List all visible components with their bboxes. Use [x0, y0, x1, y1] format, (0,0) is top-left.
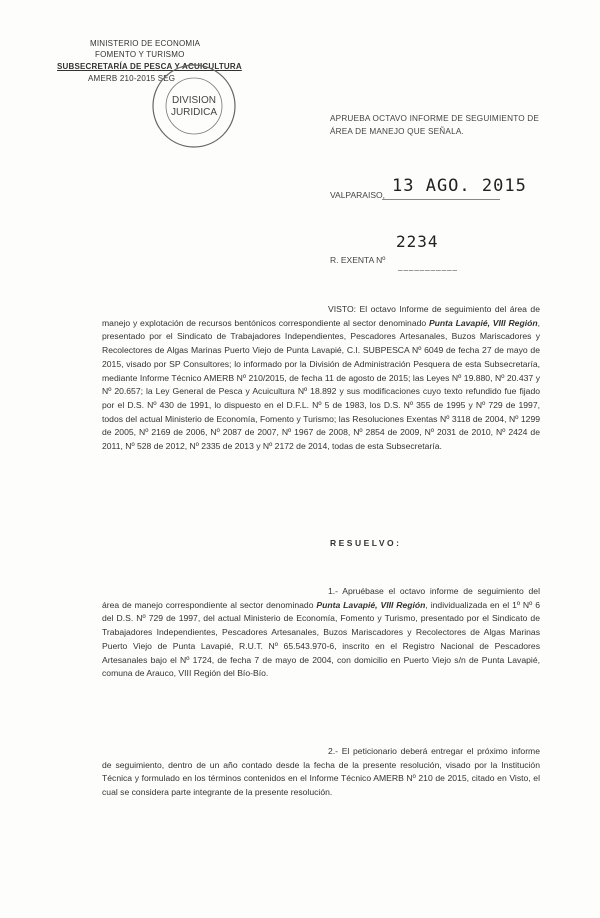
visto-rest: , presentado por el Sindicato de Trabajadores Independientes, Pescadores Artesanales, Buzos Mariscadores y Recolectores de Algas Marinas Puerto Viejo de Punta Lavapié, C.I. SUBPESCA Nº 6049 de fecha 27 de mayo de 2015, visado por SP Consultores; lo informado por la División de Administración Pesquera de esta Subsecretaría, mediante Informe Técnico AMERB Nº 210/2015, de fecha 11 de agosto de 2015; las Leyes Nº 19.880, Nº 20.437 y Nº 20.657; la Ley General de Pesca y Acuicultura Nº 18.892 y sus modificaciones cuyo texto refundido fue fijado por el D.S. Nº 430 de 1991, lo dispuesto en el D.F.L. Nº 5 de 1983, los D.S. Nº 355 de 1995 y Nº 729 de 1997, todos del actual Ministerio de Economía, Fomento y Turismo; las Resoluciones Exentas Nº 3118 de 2004, Nº 1299 de 2005, Nº 2169 de 2006, Nº 2087 de 2007, Nº 1967 de 2008, Nº 2854 de 2009, Nº 2031 de 2010, Nº 2424 de 2011, Nº 528 de 2012, Nº 2335 de 2013 y Nº 2172 de 2014, todas de esta Subsecretaría.	[102, 317, 540, 452]
subsecretaria-line: SUBSECRETARÍA DE PESCA Y ACUICULTURA	[57, 62, 242, 71]
stamp-text-line1: DIVISION	[172, 95, 216, 106]
item1-sector: Punta Lavapié, VIII Región	[316, 599, 426, 610]
ministry-line: MINISTERIO DE ECONOMIA	[90, 39, 201, 48]
visto-paragraph	[102, 303, 540, 454]
resolution-number-line: ___________	[398, 262, 458, 271]
division-juridica-stamp	[150, 62, 238, 150]
stamp-text-line2: JURIDICA	[170, 107, 218, 118]
ministry-subline: FOMENTO Y TURISMO	[95, 50, 185, 59]
resolution-item-1	[102, 585, 540, 681]
reference-code: AMERB 210-2015 SEG	[88, 74, 176, 83]
resuelvo-heading: RESUELVO:	[330, 538, 402, 548]
resolution-subject: APRUEBA OCTAVO INFORME DE SEGUIMIENTO DE ÁREA DE MANEJO QUE SEÑALA.	[330, 114, 540, 136]
resolution-number: 2234	[396, 232, 439, 251]
visto-sector: Punta Lavapié, VIII Región	[428, 317, 538, 328]
resolution-item-2: 2.- El peticionario deberá entregar el próximo informe de seguimiento, dentro de un año contado desde la fecha de la presente resolución, visado por la Institución Técnica y formulado en los términos contenidos en el Informe Técnico AMERB Nº 210 de 2015, citado en Visto, el cual se considera parte integrante de la presente resolución.	[102, 746, 540, 798]
place-label: VALPARAISO,	[330, 190, 385, 200]
item1-lead: 1.- Apruébase el octavo informe de seguimiento del área de manejo correspondiente al sector denominado	[102, 586, 540, 610]
resolution-label: R. EXENTA Nº	[330, 255, 386, 265]
visto-lead: VISTO: El octavo Informe de seguimiento del área de manejo y explotación de recursos bentónicos correspondiente al sector denominado	[102, 304, 540, 328]
date-underline	[382, 199, 500, 200]
resolution-date: 13 AGO. 2015	[392, 176, 527, 196]
item1-rest: , individualizada en el 1º Nº 6 del D.S. Nº 729 de 1997, del actual Ministerio de Economía, Fomento y Turismo, presentado por el Sindicato de Trabajadores Independientes, Pescadores Artesanales, Buzos Mariscadores y Recolectores de Algas Marinas Puerto Viejo de Punta Lavapié, R.U.T. Nº 65.543.970-6, inscrito en el Registro Nacional de Pescadores Artesanales bajo el Nº 1724, de fecha 7 de mayo de 2004, con domicilio en Puerto Viejo s/n de Punta Lavapié, comuna de Arauco, VIII Región del Bío-Bío.	[102, 599, 540, 679]
